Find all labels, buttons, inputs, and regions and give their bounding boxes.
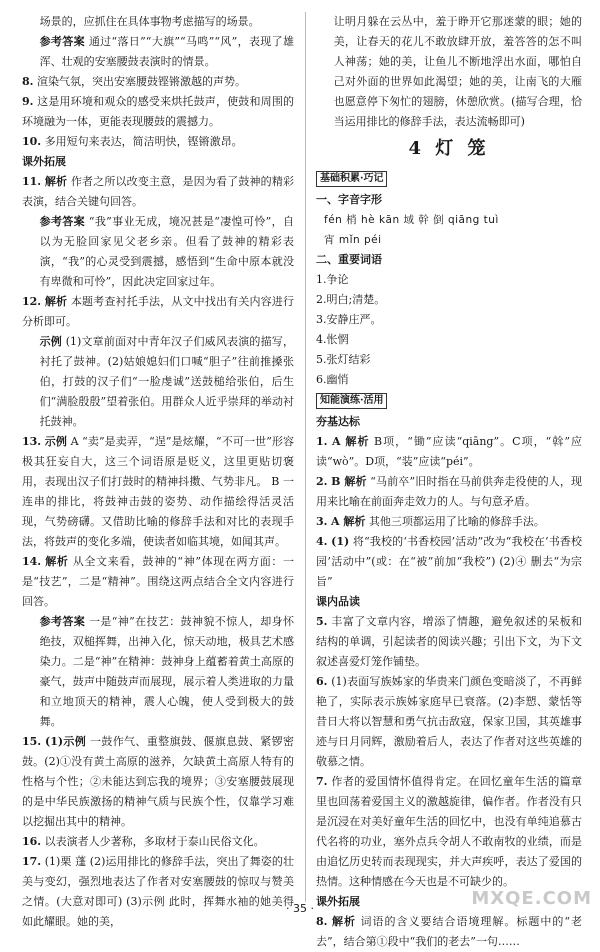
- section-tag-practice: 知能演练·活用: [316, 393, 387, 409]
- continued-paragraph: 让明月躲在云丛中，羞于睁开它那迷蒙的眼；她的美，让春天的花儿不敢放肆开放，羞答答的怎不叫人神荡；她的美，让鱼儿不断地浮出水面，哪怕自己对外面的世界如此渴望；她的美，让南飞的大雁也愿意停下匆忙的翅膀，休憩欣赏。(描写合理，恰当运用排比的修辞手法，表达流畅即可): [333, 15, 582, 128]
- section-tag-basics: 基础积累·巧记: [316, 171, 387, 187]
- answer-item: [22, 92, 294, 132]
- item-text: B项，“锄”应读“qiāng”。C项，“斡”应读“wò”。D项，“装”应读“péi”。: [316, 435, 582, 468]
- answer-item: [316, 432, 582, 472]
- item-text: A “卖”是卖弄，“逞”是炫耀，“不可一世”形容极其狂妄自大，这三个词语原是贬义，这里更贴切褒用，表现出汉子们打鼓时的精神抖擞、气势非凡。 B 一连串的排比，将鼓神击鼓的姿势、动作描绘得活灵活现，气势磅礴。又借助比喻的修辞手法和对比的表现手法，将鼓声的变化多端，使读者如临其境，如闻其声。: [22, 435, 295, 548]
- vocab-item: 5.张灯结彩: [316, 353, 371, 366]
- item-number: 2.: [316, 475, 328, 488]
- watermark: MXQE.COM: [471, 888, 592, 909]
- answer-item: [316, 772, 582, 892]
- item-number: 12.: [22, 295, 42, 308]
- item-number: 14.: [22, 555, 42, 568]
- answer-item: [22, 212, 294, 292]
- answer-list: [316, 612, 582, 892]
- item-label: 示例: [44, 435, 67, 448]
- answer-item: [22, 32, 294, 72]
- item-label: 示例: [39, 335, 62, 348]
- item-number: 7.: [316, 775, 328, 788]
- section-heading-pronunciation: 一、字音字形: [316, 193, 382, 206]
- section-heading: 课外拓展: [22, 155, 66, 168]
- pinyin-line: fén 梢 hè kān 域 幹 倒 qiāng tuì: [324, 214, 499, 226]
- item-number: 15.: [22, 735, 42, 748]
- item-number: 8.: [22, 75, 34, 88]
- column-divider: [305, 12, 306, 902]
- item-text: 一鼓作气、重整旗鼓、偃旗息鼓、紧锣密鼓。(2)①没有黄土高原的滋养，欠缺黄土高原人特有的性格与个性；②未能达到忘我的境界；③安塞腰鼓展现的是中华民族激扬的精神气质与民族个性，仅靠学习难以挖掘出其中的精神。: [22, 735, 294, 828]
- vocab-item: 6.幽悄: [316, 373, 349, 386]
- item-text: 作者之所以改变主意，是因为看了鼓神的精彩表演，结合关键句回答。: [22, 175, 295, 208]
- item-text: 作者的爱国情怀值得肯定。在回忆童年生活的篇章里也回荡着爱国主义的激越旋律，偏作者。作者没有只是沉浸在对美好童年生活的回忆中，也没有单纯追慕古代名将的功业，塞外点兵令胡人不敢南牧的业绩，而是由追忆历史转而表现现实，并大声疾呼，表达了爱国的热情。这种情感在今天也是不可缺少的。: [316, 775, 583, 888]
- item-number: 9.: [22, 95, 34, 108]
- item-label: (1)示例: [45, 735, 87, 748]
- answer-item: [316, 472, 582, 512]
- answer-item: [316, 612, 582, 672]
- item-text: 将“我校的‘书香校园’活动”改为“我校在‘书香校园’活动中”(或：在“被”前加“我校”) (2)④ 删去“为宗旨”: [316, 535, 583, 588]
- item-label: 参考答案: [39, 35, 85, 48]
- item-label: A 解析: [332, 435, 370, 448]
- answer-list: [316, 432, 582, 592]
- item-text: (1)文章前面对中青年汉子们威风表演的描写，衬托了鼓神。(2)姑娘媳妇们口喊“胆子”往前推搡张伯，打鼓的汉子们“一脸虔诚”送鼓槌给张伯，后生们“满脸殷殷”望着张伯。用群众人近乎崇拜的举动衬托鼓神。: [39, 335, 295, 428]
- item-text: (1)栗 蓬 (2)运用排比的修辞手法，突出了舞姿的壮美与变幻，强烈地表达了作者对安塞腰鼓的惊叹与赞美之情。(大意对即可) (3)示例 此时，挥舞水袖的她美得如此耀眼。她的美，: [22, 855, 294, 928]
- item-number: 10.: [22, 135, 42, 148]
- page-number: · 35 ·: [286, 902, 314, 915]
- item-text: 其他三项都运用了比喻的修辞手法。: [368, 515, 545, 528]
- item-label: 参考答案: [39, 215, 85, 228]
- answer-item: [22, 332, 294, 432]
- section-heading-reading: 课内品读: [316, 595, 360, 608]
- answer-item: [22, 132, 294, 152]
- item-number: 17.: [22, 855, 42, 868]
- item-text: 从全文来看，鼓神的“神”体现在两方面：一是“技艺”，二是“精神”。围绕这两点结合全文内容进行回答。: [22, 555, 295, 608]
- item-number: 11.: [22, 175, 42, 188]
- answer-item: [22, 292, 294, 332]
- answer-item: [22, 852, 294, 932]
- vocab-item: 4.怅惘: [316, 333, 349, 346]
- vocab-item: 2.明白;清楚。: [316, 293, 386, 306]
- answer-item: [316, 672, 582, 772]
- answer-item: [22, 432, 294, 552]
- left-column: [22, 12, 294, 932]
- answer-item: [316, 512, 582, 532]
- answer-item: [22, 72, 294, 92]
- item-number: 4.: [316, 535, 328, 548]
- answer-item: [22, 612, 294, 732]
- section-heading-extension: 课外拓展: [316, 895, 360, 908]
- answer-item: [22, 832, 294, 852]
- item-number: 16.: [22, 835, 42, 848]
- section-heading-foundation: 夯基达标: [316, 415, 360, 428]
- item-number: 5.: [316, 615, 328, 628]
- item-text: 丰富了文章内容，增添了情趣，避免叙述的呆板和结构的单调，引起读者的阅读兴趣；引出下文，为下文叙述喜爱灯笼作铺垫。: [316, 615, 583, 668]
- item-text: (1)表面写族姊家的华贵来门颜色变暗淡了，不再鲜艳了，实际表示族姊家庭早已衰落。(2)李愬、蒙恬等昔日大将以智慧和勇气抗击敌寇，保家卫国，其英雄事迹与日月同辉，激励着后人，表达了作者对这些英雄的敬慕之情。: [316, 675, 582, 768]
- item-number: 13.: [22, 435, 42, 448]
- vocab-item: 3.安静庄严。: [316, 313, 382, 326]
- item-text: “我”事业无成，境况甚是“凄惶可怜”，自以为无脸回家见父老乡亲。但看了鼓神的精彩表演，“我”的心灵受到震撼，感悟到“生命中原本就没有卑微和可怜”，因此决定回家过年。: [39, 215, 295, 288]
- item-text: 这是用环境和观众的感受来烘托鼓声，使鼓和周围的环境融为一体，更能表现腰鼓的震撼力。: [22, 95, 294, 128]
- item-label: 解析: [44, 295, 68, 308]
- item-label: 解析: [45, 555, 69, 568]
- answer-item: [22, 172, 294, 212]
- item-text: 场景的，应抓住在具体事物考虑描写的场景。: [39, 15, 260, 28]
- answer-item: 8. 解析 词语的含义要结合语境理解。标题中的“老去”，结合第①段中“我们的老去”一句……: [316, 915, 583, 948]
- pinyin-line: 宵 mǐn péi: [324, 234, 382, 246]
- item-label: B 解析: [331, 475, 367, 488]
- item-text: 通过“落日”“大旗”“马鸣”“风”，表现了雄浑、壮观的安塞腰鼓表演时的情景。: [39, 35, 294, 68]
- item-number: 6.: [316, 675, 328, 688]
- vocab-item: 1.争论: [316, 273, 349, 286]
- right-column: [316, 12, 582, 952]
- vocab-list: [316, 270, 582, 390]
- chapter-title: 4 灯 笼: [408, 138, 490, 159]
- item-text: 一是“神”在技艺：鼓神貌不惊人，却身怀绝技，双槌挥舞，出神入化，惊天动地，极具艺术感染力。二是“神”在精神：鼓神身上蕴蓄着黄土高原的豪气，鼓声中随鼓声而展现，展示着人类进取的力量和立地顶天的精神，震人心魄，使人受到极大的鼓舞。: [39, 615, 295, 728]
- section-heading-vocab: 二、重要词语: [316, 253, 382, 266]
- item-label: 参考答案: [39, 615, 86, 628]
- answer-item: [316, 532, 582, 592]
- item-label: 解析: [44, 175, 68, 188]
- item-number: 1.: [316, 435, 328, 448]
- item-label: A 解析: [330, 515, 366, 528]
- item-text: “马前卒”旧时指在马前供奔走役使的人，现用来比喻在前面奔走效力的人。与句意矛盾。: [316, 475, 583, 508]
- item-text: 本题考查衬托手法，从文中找出有关内容进行分析即可。: [22, 295, 295, 328]
- item-text: 多用短句来表达，简洁明快，铿锵激昂。: [44, 135, 243, 148]
- item-text: 渲染气氛，突出安塞腰鼓铿锵激越的声势。: [36, 75, 246, 88]
- item-label: (1): [331, 535, 350, 548]
- answer-item: [22, 12, 294, 32]
- answer-item: [22, 552, 294, 612]
- item-number: 3.: [316, 515, 328, 528]
- item-text: 以表演者人少著称，多取材于泰山民俗文化。: [44, 835, 265, 848]
- answer-item: [22, 732, 294, 832]
